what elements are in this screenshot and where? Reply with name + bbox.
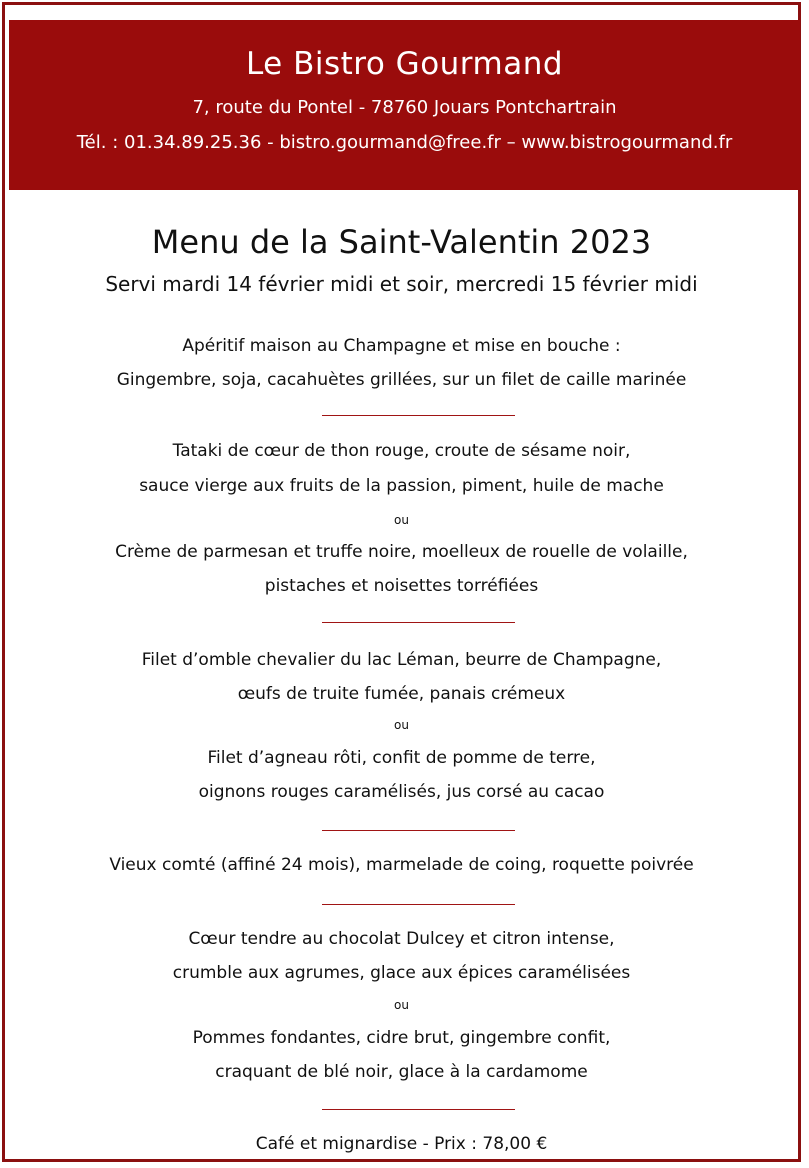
or-divider: ou <box>394 718 409 732</box>
restaurant-header <box>9 20 800 190</box>
restaurant-address: 7, route du Pontel - 78760 Jouars Pontchartrain <box>192 97 617 118</box>
aperitif-line-1: Apéritif maison au Champagne et mise en bouche : <box>182 336 621 356</box>
main2-line-1: Filet d’agneau rôti, confit de pomme de terre, <box>207 748 596 768</box>
starter2-line-2: pistaches et noisettes torréfiées <box>264 576 539 596</box>
menu-footer-price: Café et mignardise - Prix : 78,00 € <box>255 1134 548 1154</box>
or-divider: ou <box>394 998 409 1012</box>
restaurant-name: Le Bistro Gourmand <box>245 46 564 82</box>
dessert2-line-2: craquant de blé noir, glace à la cardamome <box>215 1062 588 1082</box>
course-separator <box>322 415 515 416</box>
starter1-line-2: sauce vierge aux fruits de la passion, piment, huile de mache <box>139 476 664 496</box>
menu-page <box>2 2 801 1162</box>
main1-line-2: œufs de truite fumée, panais crémeux <box>237 684 566 704</box>
menu-title: Menu de la Saint-Valentin 2023 <box>151 223 652 261</box>
course-separator <box>322 904 515 905</box>
course-separator <box>322 622 515 623</box>
dessert1-line-2: crumble aux agrumes, glace aux épices caramélisées <box>172 963 631 983</box>
dessert2-line-1: Pommes fondantes, cidre brut, gingembre confit, <box>192 1028 611 1048</box>
aperitif-line-2: Gingembre, soja, cacahuètes grillées, sur un filet de caille marinée <box>116 370 687 390</box>
starter2-line-1: Crème de parmesan et truffe noire, moelleux de rouelle de volaille, <box>115 542 688 562</box>
or-divider: ou <box>394 513 409 527</box>
course-separator <box>322 830 515 831</box>
main1-line-1: Filet d’omble chevalier du lac Léman, beurre de Champagne, <box>141 650 662 670</box>
cheese-line: Vieux comté (affiné 24 mois), marmelade de coing, roquette poivrée <box>109 855 694 875</box>
course-separator <box>322 1109 515 1110</box>
dessert1-line-1: Cœur tendre au chocolat Dulcey et citron intense, <box>188 929 615 949</box>
starter1-line-1: Tataki de cœur de thon rouge, croute de sésame noir, <box>172 441 631 461</box>
menu-served-dates: Servi mardi 14 février midi et soir, mercredi 15 février midi <box>105 272 698 296</box>
restaurant-contact: Tél. : 01.34.89.25.36 - bistro.gourmand@free.fr – www.bistrogourmand.fr <box>76 132 733 153</box>
main2-line-2: oignons rouges caramélisés, jus corsé au cacao <box>198 782 605 802</box>
